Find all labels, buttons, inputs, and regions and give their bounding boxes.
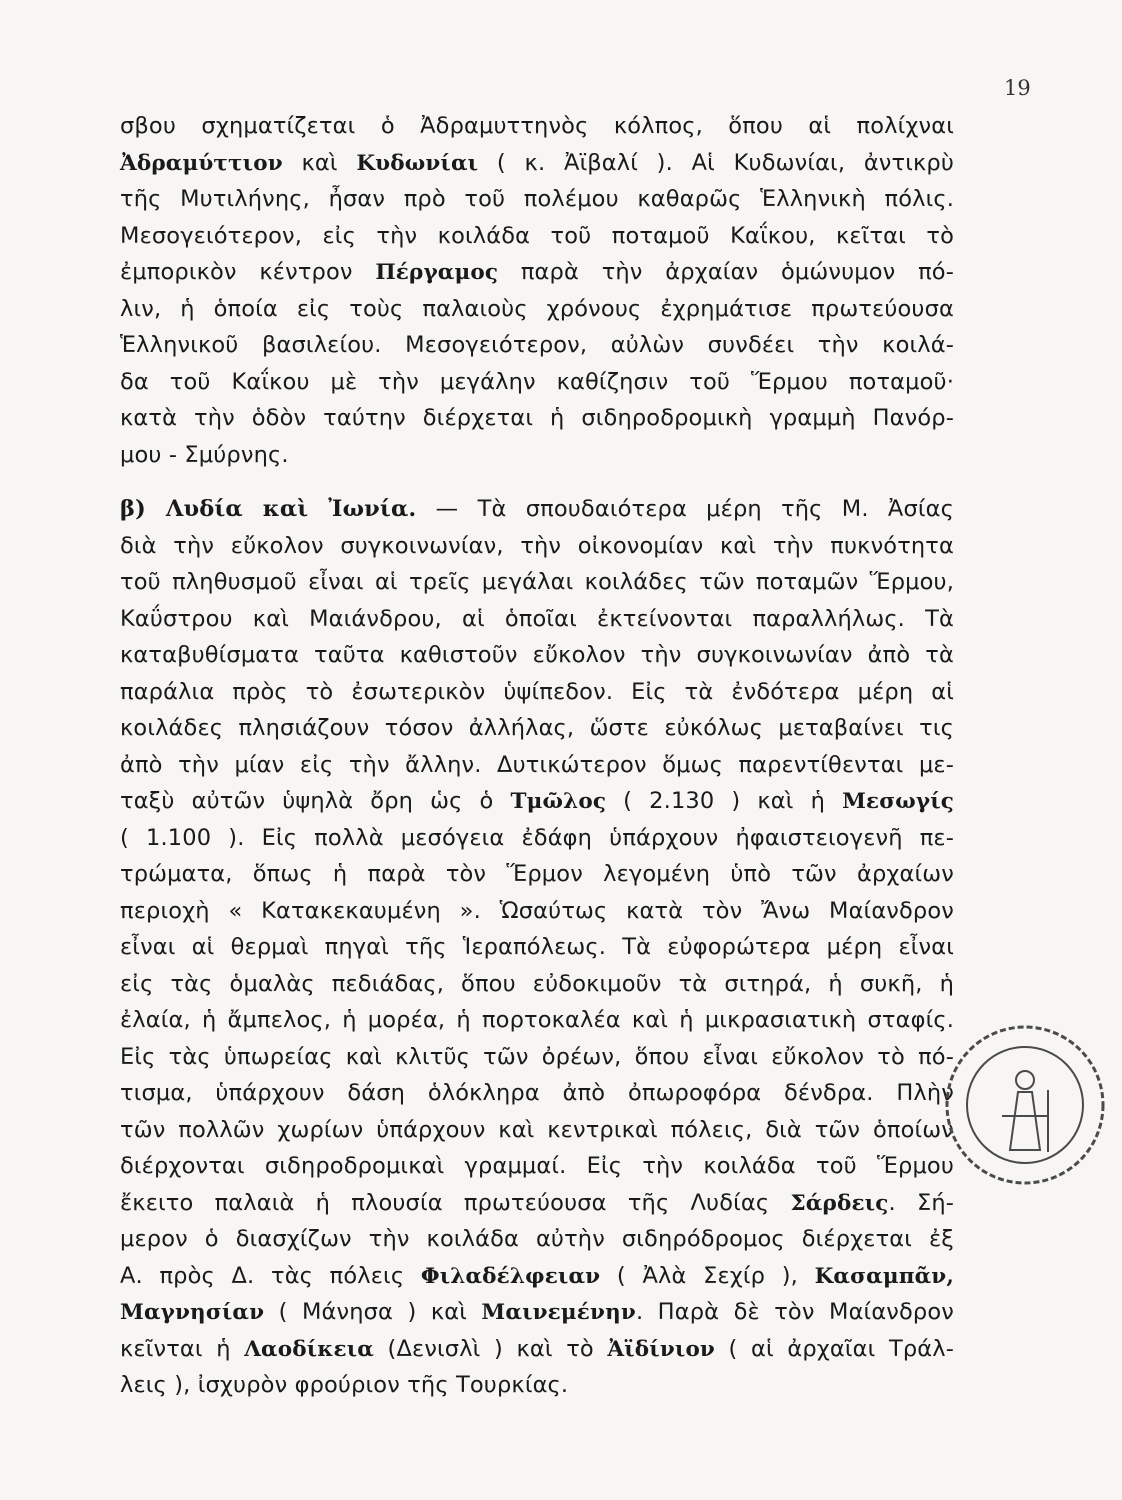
text-run: ἐλαία, ἡ ἄμπελος, ἡ μορέα, ἡ πορτοκαλέα καὶ ἡ μικρασιατικὴ σταφίς.: [120, 1007, 954, 1033]
place-name: Μαινεμένην: [481, 1300, 636, 1325]
text-line: [120, 145, 954, 182]
library-stamp-icon: [940, 1020, 1110, 1190]
text-line: [120, 747, 954, 784]
text-line: [120, 400, 954, 437]
place-name: Τμῶλος: [510, 789, 607, 814]
text-line: [120, 491, 954, 528]
text-line: [120, 291, 954, 328]
text-line: [120, 601, 954, 638]
text-run: ἐμπορικὸν κέντρον: [120, 259, 376, 285]
text-run: τῶν πολλῶν χωρίων ὑπάρχουν καὶ κεντρικαὶ πόλεις, διὰ τῶν ὁποίων: [120, 1116, 954, 1143]
text-run: . Παρὰ δὲ τὸν Μαίανδρον: [635, 1299, 954, 1325]
text-line: [120, 856, 954, 893]
text-run: ( 1.100 ). Εἰς πολλὰ μεσόγεια ἐδάφη ὑπάρχουν ἠφαιστειογενῆ πε-: [120, 824, 954, 851]
text-line: [120, 1294, 954, 1331]
text-line: [120, 1221, 954, 1258]
text-run: . Σή-: [888, 1189, 954, 1216]
text-run: — Τὰ σπουδαιότερα μέρη τῆς Μ. Ἀσίας: [416, 496, 954, 522]
text-run: Μεσογειότερον, εἰς τὴν κοιλάδα τοῦ ποταμοῦ Καΐκου, κεῖται τὸ: [120, 222, 954, 249]
text-run: τισμα, ὑπάρχουν δάση ὁλόκληρα ἀπὸ ὀπωροφόρα δένδρα. Πλὴν: [120, 1080, 954, 1106]
text-line: [120, 1002, 954, 1039]
text-run: λεις ), ἰσχυρὸν φρούριον τῆς Τουρκίας.: [120, 1372, 569, 1398]
text-line: [120, 710, 954, 747]
place-name: Φιλαδέλφειαν: [420, 1263, 601, 1289]
place-name: Ἀδραμύττιον: [120, 150, 283, 176]
text-line: [120, 966, 954, 1003]
text-line: [120, 1185, 954, 1222]
text-line: [120, 1367, 954, 1404]
text-line: [120, 1112, 954, 1149]
text-run: δα τοῦ Καΐκου μὲ τὴν μεγάλην καθίζησιν τοῦ Ἕρμου ποταμοῦ·: [120, 368, 954, 395]
text-line: [120, 364, 954, 401]
text-line: [120, 1075, 954, 1112]
text-line: [120, 783, 954, 820]
text-run: ἀπὸ τὴν μίαν εἰς τὴν ἄλλην. Δυτικώτερον ὅμως παρεντίθενται με-: [120, 751, 954, 778]
text-run: κεῖνται ἡ: [120, 1335, 245, 1362]
text-line: [120, 564, 954, 601]
text-line: [120, 108, 954, 145]
text-line: [120, 218, 954, 255]
place-name: Μεσωγίς: [842, 789, 954, 814]
text-run: καὶ: [282, 149, 357, 176]
text-run: Καΰστρου καὶ Μαιάνδρου, αἱ ὁποῖαι ἐκτείνονται παραλλήλως. Τὰ: [120, 605, 954, 632]
place-name: Σάρδεις: [790, 1190, 889, 1216]
text-run: τοῦ πληθυσμοῦ εἶναι αἱ τρεῖς μεγάλαι κοιλάδες τῶν ποταμῶν Ἕρμου,: [120, 569, 954, 595]
place-name: Πέργαμος: [375, 260, 499, 285]
text-run: σβου σχηματίζεται ὁ Ἀδραμυττηνὸς κόλπος, ὅπου αἱ πολίχναι: [120, 113, 954, 139]
text-run: εἶναι αἱ θερμαὶ πηγαὶ τῆς Ἱεραπόλεως. Τὰ εὐφορώτερα μέρη εἶναι: [120, 934, 954, 960]
text-run: τῆς Μυτιλήνης, ἦσαν πρὸ τοῦ πολέμου καθαρῶς Ἑλληνικὴ πόλις.: [120, 186, 954, 212]
text-line: [120, 820, 954, 857]
text-line: [120, 181, 954, 218]
place-name: Κασαμπᾶν,: [814, 1263, 954, 1289]
text-line: [120, 674, 954, 711]
text-run: λιν, ἡ ὁποία εἰς τοὺς παλαιοὺς χρόνους ἐχρημάτισε πρωτεύουσα: [120, 295, 954, 322]
text-run: διέρχονται σιδηροδρομικαὶ γραμμαί. Εἰς τὴν κοιλάδα τοῦ Ἕρμου: [120, 1153, 954, 1179]
text-line: [120, 437, 954, 474]
text-run: εἰς τὰς ὁμαλὰς πεδιάδας, ὅπου εὐδοκιμοῦν τὰ σιτηρά, ἡ συκῆ, ἡ: [120, 970, 954, 997]
text-run: περιοχὴ « Κατακεκαυμένη ». Ὡσαύτως κατὰ τὸν Ἄνω Μαίανδρον: [120, 897, 954, 924]
paragraph-lydia-ionia: [120, 491, 954, 1404]
text-line: [120, 637, 954, 674]
text-line: [120, 254, 954, 291]
text-run: ( Ἀλὰ Σεχίρ ),: [600, 1262, 815, 1289]
text-run: ( Μάνησα ) καὶ: [264, 1299, 482, 1325]
text-line: [120, 929, 954, 966]
paragraph-pergamos: [120, 108, 954, 473]
text-line: [120, 893, 954, 930]
text-line: [120, 528, 954, 565]
text-line: [120, 327, 954, 364]
text-run: Α. πρὸς Δ. τὰς πόλεις: [120, 1262, 421, 1289]
text-run: διὰ τὴν εὔκολον συγκοινωνίαν, τὴν οἰκονομίαν καὶ τὴν πυκνότητα: [120, 532, 954, 559]
text-line: [120, 1331, 954, 1368]
text-run: καταβυθίσματα ταῦτα καθιστοῦν εὔκολον τὴν συγκοινωνίαν ἀπὸ τὰ: [120, 642, 954, 668]
text-run: κοιλάδες πλησιάζουν τόσον ἀλλήλας, ὥστε εὐκόλως μεταβαίνει τις: [120, 715, 954, 741]
text-run: τρώματα, ὅπως ἡ παρὰ τὸν Ἕρμον λεγομένη ὑπὸ τῶν ἀρχαίων: [120, 861, 954, 887]
text-run: ( αἱ ἀρχαῖαι Τράλ-: [715, 1335, 955, 1362]
place-name: Ἀϊδίνιον: [607, 1336, 715, 1362]
text-run: μερον ὁ διασχίζων τὴν κοιλάδα αὐτὴν σιδηρόδρομος διέρχεται ἐξ: [120, 1226, 954, 1252]
place-name: Μαγνησίαν: [120, 1300, 265, 1325]
text-run: ἔκειτο παλαιὰ ἡ πλουσία πρωτεύουσα τῆς Λυδίας: [120, 1189, 791, 1216]
section-heading: β) Λυδία καὶ Ἰωνία.: [120, 496, 417, 522]
place-name: Λαοδίκεια: [244, 1336, 374, 1362]
text-run: παράλια πρὸς τὸ ἐσωτερικὸν ὑψίπεδον. Εἰς τὰ ἐνδότερα μέρη αἱ: [120, 678, 954, 705]
text-line: [120, 1258, 954, 1295]
text-run: μου - Σμύρνης.: [120, 441, 289, 468]
place-name: Κυδωνίαι: [356, 150, 479, 176]
text-run: ταξὺ αὐτῶν ὑψηλὰ ὄρη ὡς ὁ: [120, 788, 511, 814]
text-run: ( 2.130 ) καὶ ἡ: [606, 788, 843, 814]
text-run: Εἰς τὰς ὑπωρείας καὶ κλιτῦς τῶν ὀρέων, ὅπου εἶναι εὔκολον τὸ πό-: [120, 1043, 954, 1070]
text-line: [120, 1148, 954, 1185]
text-run: κατὰ τὴν ὁδὸν ταύτην διέρχεται ἡ σιδηροδρομικὴ γραμμὴ Πανόρ-: [120, 405, 954, 431]
text-line: [120, 1039, 954, 1076]
text-run: παρὰ τὴν ἀρχαίαν ὁμώνυμον πό-: [498, 259, 954, 285]
text-run: ( κ. Ἀϊβαλί ). Αἱ Κυδωνίαι, ἀντικρὺ: [478, 149, 954, 176]
text-run: Ἑλληνικοῦ βασιλείου. Μεσογειότερον, αὐλὼν συνδέει τὴν κοιλά-: [120, 332, 954, 358]
page-number: 19: [1004, 76, 1031, 100]
text-run: (Δενισλὶ ) καὶ τὸ: [373, 1335, 608, 1362]
